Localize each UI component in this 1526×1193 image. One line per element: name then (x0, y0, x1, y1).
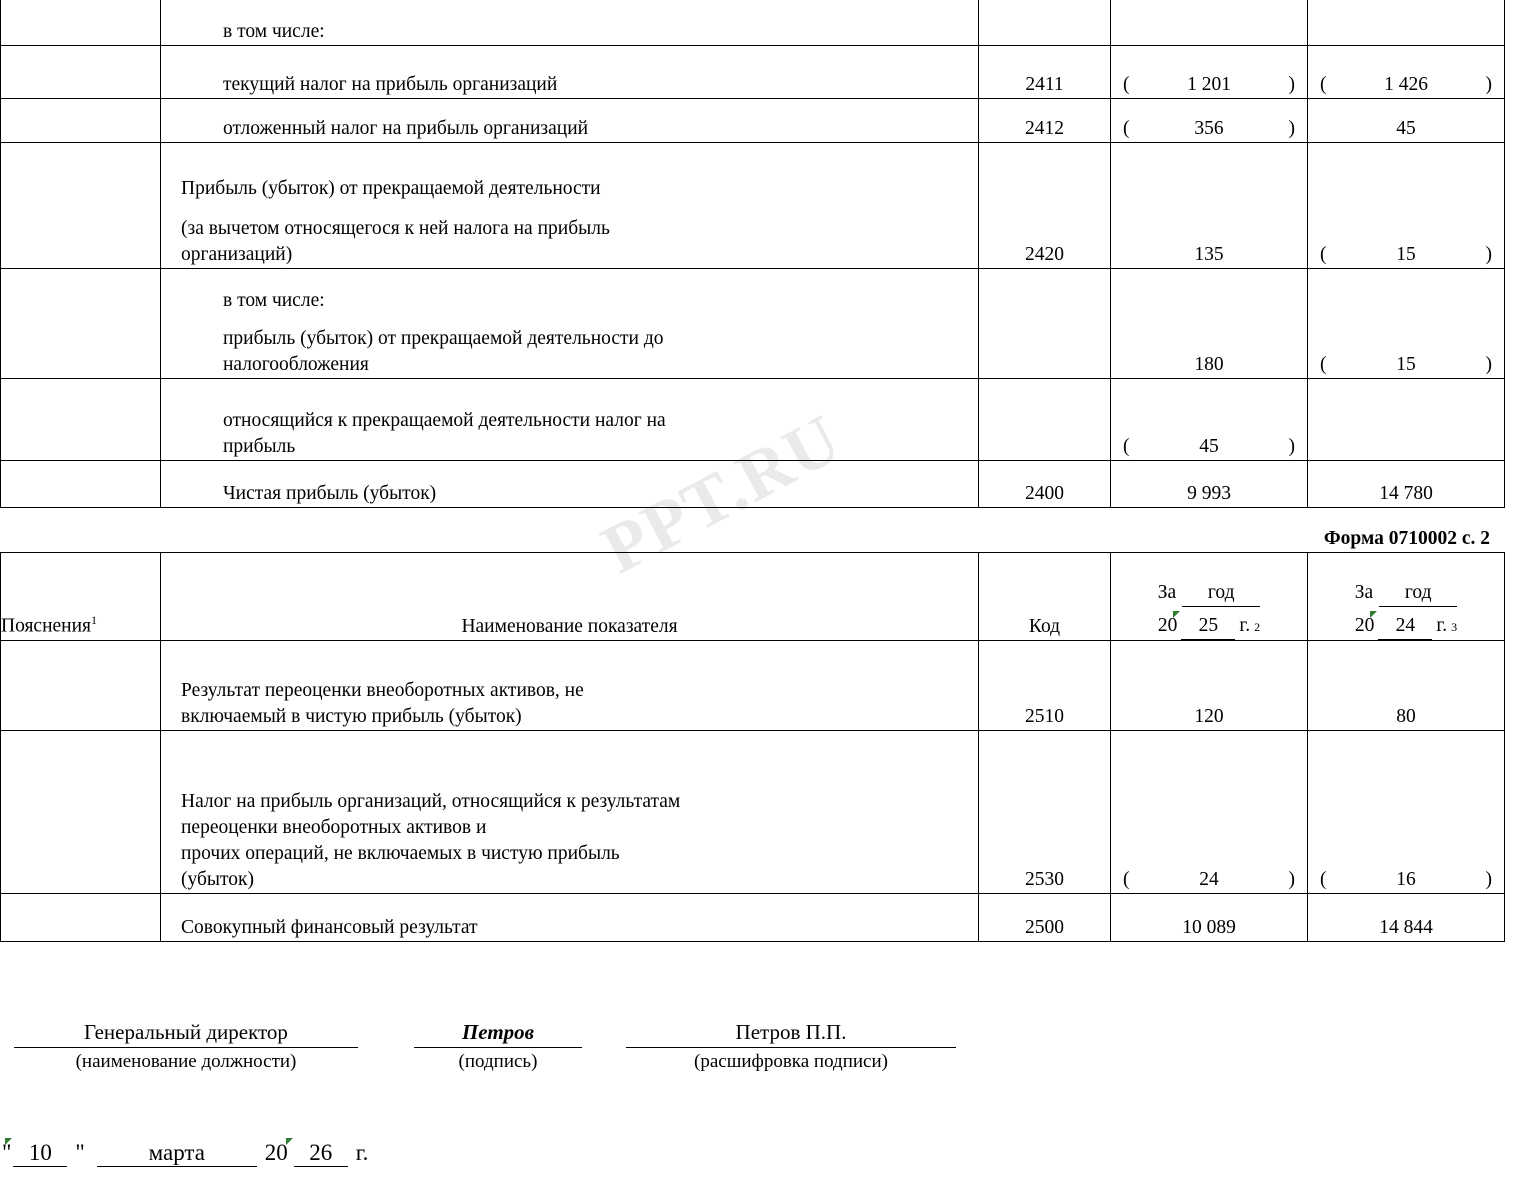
row-code: 2412 (979, 99, 1111, 143)
row-name (161, 641, 979, 731)
row-code: 2530 (979, 731, 1111, 894)
row-explanation (1, 641, 161, 731)
header-explanations (1, 553, 161, 641)
header-indicator-name: Наименование показателя (161, 553, 979, 641)
value-text: 1 201 (1187, 73, 1231, 95)
period-year-value: 24 (1395, 614, 1416, 636)
value-text: 9 993 (1187, 482, 1231, 504)
row-explanation (1, 269, 161, 379)
row-code (979, 269, 1111, 379)
row-value-current (1111, 379, 1308, 461)
table-row (1, 269, 1505, 379)
row-name-line2: (за вычетом относящегося к ней налога на прибыль (181, 217, 610, 239)
value-text: 80 (1396, 705, 1416, 727)
row-explanation (1, 46, 161, 99)
row-name-line2: включаемый в чистую прибыль (убыток) (181, 705, 522, 727)
date-month-input[interactable] (97, 1140, 257, 1167)
row-name-line3: налогообложения (223, 353, 369, 375)
quote-close: " (75, 1140, 85, 1165)
row-value-current (1111, 99, 1308, 143)
signature-sign-value: Петров (414, 1020, 582, 1048)
row-name: в том числе: (161, 0, 979, 46)
date-century: 20 (264, 1140, 288, 1165)
green-marker-icon (5, 1138, 12, 1145)
signature-position-caption: (наименование должности) (75, 1051, 297, 1072)
green-marker-icon (286, 1138, 293, 1145)
paren-close: ) (1485, 243, 1492, 265)
quote-open: " (2, 1140, 12, 1165)
paren-open: ( (1123, 117, 1130, 139)
row-name-line1: в том числе: (223, 289, 325, 311)
row-name-line2: переоценки внеоборотных активов и (181, 816, 487, 838)
paren-open: ( (1320, 243, 1327, 265)
period-century: 20 (1354, 614, 1375, 636)
paren-open: ( (1123, 868, 1130, 890)
signature-sign-caption: (подпись) (458, 1051, 538, 1072)
value-text: 135 (1194, 243, 1224, 265)
signature-sign (414, 1020, 582, 1073)
row-value-previous (1308, 894, 1505, 942)
table-header-row (1, 553, 1505, 641)
row-name-line3: прочих операций, не включаемых в чистую прибыль (181, 842, 620, 864)
date-month-value: марта (148, 1140, 205, 1165)
row-explanation (1, 894, 161, 942)
row-name-line1: Прибыль (убыток) от прекращаемой деятельности (181, 177, 601, 199)
paren-open: ( (1320, 73, 1327, 95)
date-year-input[interactable] (294, 1140, 348, 1167)
date-day-input[interactable] (13, 1140, 67, 1167)
row-name-line1: относящийся к прекращаемой деятельности налог на (223, 409, 666, 431)
header-explanations-label: Пояснения (1, 615, 92, 637)
row-value-current (1111, 894, 1308, 942)
period-year-input[interactable] (1181, 613, 1235, 640)
green-marker-icon (1173, 611, 1180, 618)
header-period-previous (1308, 553, 1505, 641)
row-name-line3: организаций) (181, 243, 293, 265)
paren-close: ) (1485, 73, 1492, 95)
value-text: 1 426 (1384, 73, 1428, 95)
income-statement-top-table (0, 0, 1504, 508)
form-number: Форма 0710002 с. 2 (1323, 528, 1490, 549)
table-row (1, 99, 1505, 143)
value-text: 45 (1199, 435, 1219, 457)
row-explanation (1, 731, 161, 894)
row-value-previous (1308, 461, 1505, 508)
row-name (161, 269, 979, 379)
paren-open: ( (1123, 73, 1130, 95)
header-period-current (1111, 553, 1308, 641)
row-value-previous (1308, 379, 1505, 461)
row-value-current (1111, 143, 1308, 269)
row-explanation (1, 99, 161, 143)
row-name (161, 143, 979, 269)
row-value-current (1111, 641, 1308, 731)
value-text: 14 844 (1379, 916, 1433, 938)
period-za-label: За (1157, 581, 1177, 603)
paren-close: ) (1288, 117, 1295, 139)
value-text: 120 (1194, 705, 1224, 727)
row-name: текущий налог на прибыль организаций (161, 46, 979, 99)
row-explanation (1, 461, 161, 508)
row-explanation (1, 143, 161, 269)
paren-open: ( (1320, 868, 1327, 890)
signature-position-value: Генеральный директор (14, 1020, 358, 1048)
paren-close: ) (1288, 73, 1295, 95)
row-value-previous (1308, 0, 1505, 46)
row-value-previous (1308, 641, 1505, 731)
period-century: 20 (1157, 614, 1178, 636)
row-code: 2510 (979, 641, 1111, 731)
row-code: 2411 (979, 46, 1111, 99)
paren-close: ) (1485, 353, 1492, 375)
signature-name-value: Петров П.П. (626, 1020, 956, 1048)
table-row (1, 894, 1505, 942)
date-g-label: г. (355, 1140, 369, 1165)
row-name: Совокупный финансовый результат (161, 894, 979, 942)
header-code: Код (979, 553, 1111, 641)
document-date (2, 1140, 368, 1167)
row-name-line1: Результат переоценки внеоборотных активов, не (181, 679, 584, 701)
row-code (979, 0, 1111, 46)
table-row (1, 0, 1505, 46)
table-row (1, 46, 1505, 99)
table-row (1, 461, 1505, 508)
row-name-line2: прибыль (убыток) от прекращаемой деятельности до (223, 327, 664, 349)
row-name-line4: (убыток) (181, 868, 254, 890)
signature-position (14, 1020, 358, 1073)
row-name-line2: прибыль (223, 435, 296, 457)
signature-name-caption: (расшифровка подписи) (694, 1051, 888, 1072)
watermark: PPT.RU (590, 399, 855, 589)
paren-close: ) (1288, 435, 1295, 457)
paren-close: ) (1485, 868, 1492, 890)
date-year-value: 26 (309, 1140, 333, 1165)
footnote-marker: 3 (1451, 619, 1458, 634)
paren-open: ( (1123, 435, 1130, 457)
value-text: 16 (1396, 868, 1416, 890)
row-explanation (1, 379, 161, 461)
row-code: 2400 (979, 461, 1111, 508)
table-row (1, 641, 1505, 731)
period-god-label: год (1379, 580, 1457, 607)
green-marker-icon (1370, 611, 1377, 618)
signature-block (14, 1020, 956, 1073)
row-name: Чистая прибыль (убыток) (161, 461, 979, 508)
value-text: 14 780 (1379, 482, 1433, 504)
row-name: отложенный налог на прибыль организаций (161, 99, 979, 143)
row-value-current (1111, 269, 1308, 379)
value-text: 24 (1199, 868, 1219, 890)
row-name (161, 731, 979, 894)
footnote-marker: 2 (1254, 619, 1261, 634)
footnote-marker: 1 (91, 613, 98, 628)
period-year-input[interactable] (1378, 613, 1432, 640)
period-za-label: За (1354, 581, 1374, 603)
row-value-current (1111, 46, 1308, 99)
row-name-line1: Налог на прибыль организаций, относящийся к результатам (181, 790, 681, 812)
value-text: 10 089 (1182, 916, 1236, 938)
value-text: 45 (1396, 117, 1416, 139)
paren-close: ) (1288, 868, 1295, 890)
period-year-value: 25 (1198, 614, 1219, 636)
row-value-current (1111, 731, 1308, 894)
paren-open: ( (1320, 353, 1327, 375)
row-value-current (1111, 461, 1308, 508)
value-text: 15 (1396, 243, 1416, 265)
income-statement-second-table (0, 552, 1504, 942)
row-value-current (1111, 0, 1308, 46)
row-value-previous (1308, 46, 1505, 99)
row-name (161, 379, 979, 461)
row-value-previous (1308, 99, 1505, 143)
row-code: 2420 (979, 143, 1111, 269)
row-code: 2500 (979, 894, 1111, 942)
value-text: 15 (1396, 353, 1416, 375)
row-value-previous (1308, 731, 1505, 894)
value-text: 180 (1194, 353, 1224, 375)
row-value-previous (1308, 269, 1505, 379)
row-code (979, 379, 1111, 461)
table-row (1, 731, 1505, 894)
period-g-label: г. (1239, 614, 1251, 636)
signature-name (626, 1020, 956, 1073)
period-g-label: г. (1436, 614, 1448, 636)
row-explanation (1, 0, 161, 46)
row-value-previous (1308, 143, 1505, 269)
value-text: 356 (1194, 117, 1224, 139)
date-day-value: 10 (28, 1140, 52, 1165)
table-row (1, 143, 1505, 269)
table-row (1, 379, 1505, 461)
period-god-label: год (1182, 580, 1260, 607)
